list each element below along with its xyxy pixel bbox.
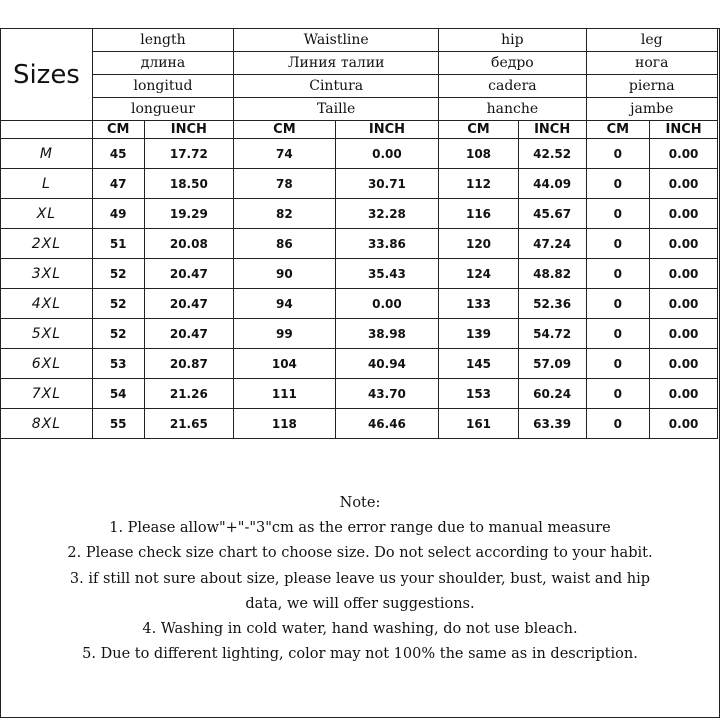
size-label: 4XL <box>1 289 93 319</box>
table-cell: 52 <box>92 289 144 319</box>
unit-header: CM <box>586 121 650 139</box>
table-cell: 57.09 <box>518 349 586 379</box>
table-row <box>1 379 718 409</box>
table-cell: 55 <box>92 409 144 439</box>
table-cell: 112 <box>439 169 519 199</box>
table-row <box>1 139 718 169</box>
size-label: L <box>1 169 93 199</box>
waistline-header-ru: Линия талии <box>234 52 439 75</box>
size-label: XL <box>1 199 93 229</box>
unit-header: CM <box>439 121 519 139</box>
hip-header-ru: бедро <box>439 52 586 75</box>
table-cell: 54.72 <box>518 319 586 349</box>
leg-header-ru: нога <box>586 52 717 75</box>
size-label: 6XL <box>1 349 93 379</box>
table-cell: 124 <box>439 259 519 289</box>
note-line: 4. Washing in cold water, hand washing, do not use bleach. <box>142 621 578 638</box>
table-cell: 52 <box>92 259 144 289</box>
table-cell: 90 <box>234 259 336 289</box>
table-cell: 17.72 <box>144 139 234 169</box>
table-row <box>1 319 718 349</box>
table-cell: 20.47 <box>144 259 234 289</box>
table-cell: 153 <box>439 379 519 409</box>
table-cell: 0.00 <box>650 139 718 169</box>
table-row <box>1 289 718 319</box>
table-cell: 104 <box>234 349 336 379</box>
table-cell: 145 <box>439 349 519 379</box>
table-cell: 33.86 <box>335 229 439 259</box>
waistline-header-es: Cintura <box>234 75 439 98</box>
table-row <box>1 259 718 289</box>
size-table <box>0 28 718 439</box>
unit-header: INCH <box>518 121 586 139</box>
table-cell: 74 <box>234 139 336 169</box>
notes-section <box>1 491 719 667</box>
size-label: 8XL <box>1 409 93 439</box>
table-cell: 45 <box>92 139 144 169</box>
table-cell: 20.47 <box>144 319 234 349</box>
table-cell: 0.00 <box>650 259 718 289</box>
table-cell: 60.24 <box>518 379 586 409</box>
unit-header: CM <box>92 121 144 139</box>
length-header-es: longitud <box>92 75 233 98</box>
table-cell: 0.00 <box>650 199 718 229</box>
table-cell: 0 <box>586 349 650 379</box>
table-row <box>1 229 718 259</box>
table-cell: 52 <box>92 319 144 349</box>
table-cell: 21.65 <box>144 409 234 439</box>
table-cell: 0 <box>586 259 650 289</box>
size-label: M <box>1 139 93 169</box>
hip-header-en: hip <box>439 29 586 52</box>
table-cell: 94 <box>234 289 336 319</box>
table-cell: 49 <box>92 199 144 229</box>
hip-header-fr: hanche <box>439 98 586 121</box>
table-cell: 78 <box>234 169 336 199</box>
waistline-header-fr: Taille <box>234 98 439 121</box>
table-cell: 0.00 <box>650 379 718 409</box>
leg-header-en: leg <box>586 29 717 52</box>
table-cell: 118 <box>234 409 336 439</box>
table-cell: 99 <box>234 319 336 349</box>
size-chart <box>0 28 720 718</box>
note-line: 3. if still not sure about size, please leave us your shoulder, bust, waist and hip <box>69 570 651 587</box>
table-cell: 0 <box>586 229 650 259</box>
table-cell: 0 <box>586 199 650 229</box>
unit-header: CM <box>234 121 336 139</box>
table-cell: 63.39 <box>518 409 586 439</box>
note-line: data, we will offer suggestions. <box>245 595 475 612</box>
table-cell: 0 <box>586 379 650 409</box>
length-header-fr: longueur <box>92 98 233 121</box>
table-cell: 108 <box>439 139 519 169</box>
table-cell: 0.00 <box>650 169 718 199</box>
note-line: 1. Please allow"+"-"3"cm as the error range due to manual measure <box>109 520 611 537</box>
table-cell: 20.47 <box>144 289 234 319</box>
size-label: 2XL <box>1 229 93 259</box>
size-label: 7XL <box>1 379 93 409</box>
table-cell: 0.00 <box>650 409 718 439</box>
size-label: 3XL <box>1 259 93 289</box>
table-cell: 30.71 <box>335 169 439 199</box>
table-cell: 133 <box>439 289 519 319</box>
table-cell: 19.29 <box>144 199 234 229</box>
sizes-heading: Sizes <box>1 29 93 121</box>
table-cell: 44.09 <box>518 169 586 199</box>
table-cell: 38.98 <box>335 319 439 349</box>
table-cell: 46.46 <box>335 409 439 439</box>
unit-header: INCH <box>650 121 718 139</box>
table-cell: 0.00 <box>335 139 439 169</box>
table-cell: 47.24 <box>518 229 586 259</box>
hip-header-es: cadera <box>439 75 586 98</box>
table-cell: 0 <box>586 319 650 349</box>
table-cell: 111 <box>234 379 336 409</box>
table-cell: 120 <box>439 229 519 259</box>
table-cell: 0.00 <box>650 349 718 379</box>
size-label: 5XL <box>1 319 93 349</box>
table-row <box>1 199 718 229</box>
unit-header: INCH <box>144 121 234 139</box>
table-cell: 0.00 <box>335 289 439 319</box>
table-cell: 161 <box>439 409 519 439</box>
table-cell: 0.00 <box>650 289 718 319</box>
table-cell: 43.70 <box>335 379 439 409</box>
table-row <box>1 409 718 439</box>
table-cell: 51 <box>92 229 144 259</box>
table-cell: 48.82 <box>518 259 586 289</box>
note-line: 5. Due to different lighting, color may not 100% the same as in description. <box>82 646 638 663</box>
notes-title: Note: <box>339 495 381 511</box>
table-cell: 0 <box>586 289 650 319</box>
table-cell: 116 <box>439 199 519 229</box>
table-cell: 52.36 <box>518 289 586 319</box>
length-header-ru: длина <box>92 52 233 75</box>
table-cell: 20.08 <box>144 229 234 259</box>
table-cell: 20.87 <box>144 349 234 379</box>
table-row <box>1 169 718 199</box>
table-cell: 0.00 <box>650 319 718 349</box>
table-cell: 32.28 <box>335 199 439 229</box>
table-cell: 0 <box>586 139 650 169</box>
table-cell: 0 <box>586 169 650 199</box>
table-cell: 0 <box>586 409 650 439</box>
note-line: 2. Please check size chart to choose size. Do not select according to your habit. <box>67 545 653 562</box>
leg-header-fr: jambe <box>586 98 717 121</box>
table-cell: 18.50 <box>144 169 234 199</box>
length-header-en: length <box>92 29 233 52</box>
table-cell: 45.67 <box>518 199 586 229</box>
table-cell: 21.26 <box>144 379 234 409</box>
table-cell: 54 <box>92 379 144 409</box>
table-cell: 0.00 <box>650 229 718 259</box>
table-cell: 40.94 <box>335 349 439 379</box>
table-cell: 42.52 <box>518 139 586 169</box>
leg-header-es: pierna <box>586 75 717 98</box>
table-cell: 139 <box>439 319 519 349</box>
unit-spacer <box>1 121 93 139</box>
table-row <box>1 349 718 379</box>
waistline-header-en: Waistline <box>234 29 439 52</box>
table-cell: 53 <box>92 349 144 379</box>
table-cell: 82 <box>234 199 336 229</box>
table-cell: 47 <box>92 169 144 199</box>
table-cell: 35.43 <box>335 259 439 289</box>
unit-header: INCH <box>335 121 439 139</box>
table-cell: 86 <box>234 229 336 259</box>
size-table-body <box>1 29 718 439</box>
